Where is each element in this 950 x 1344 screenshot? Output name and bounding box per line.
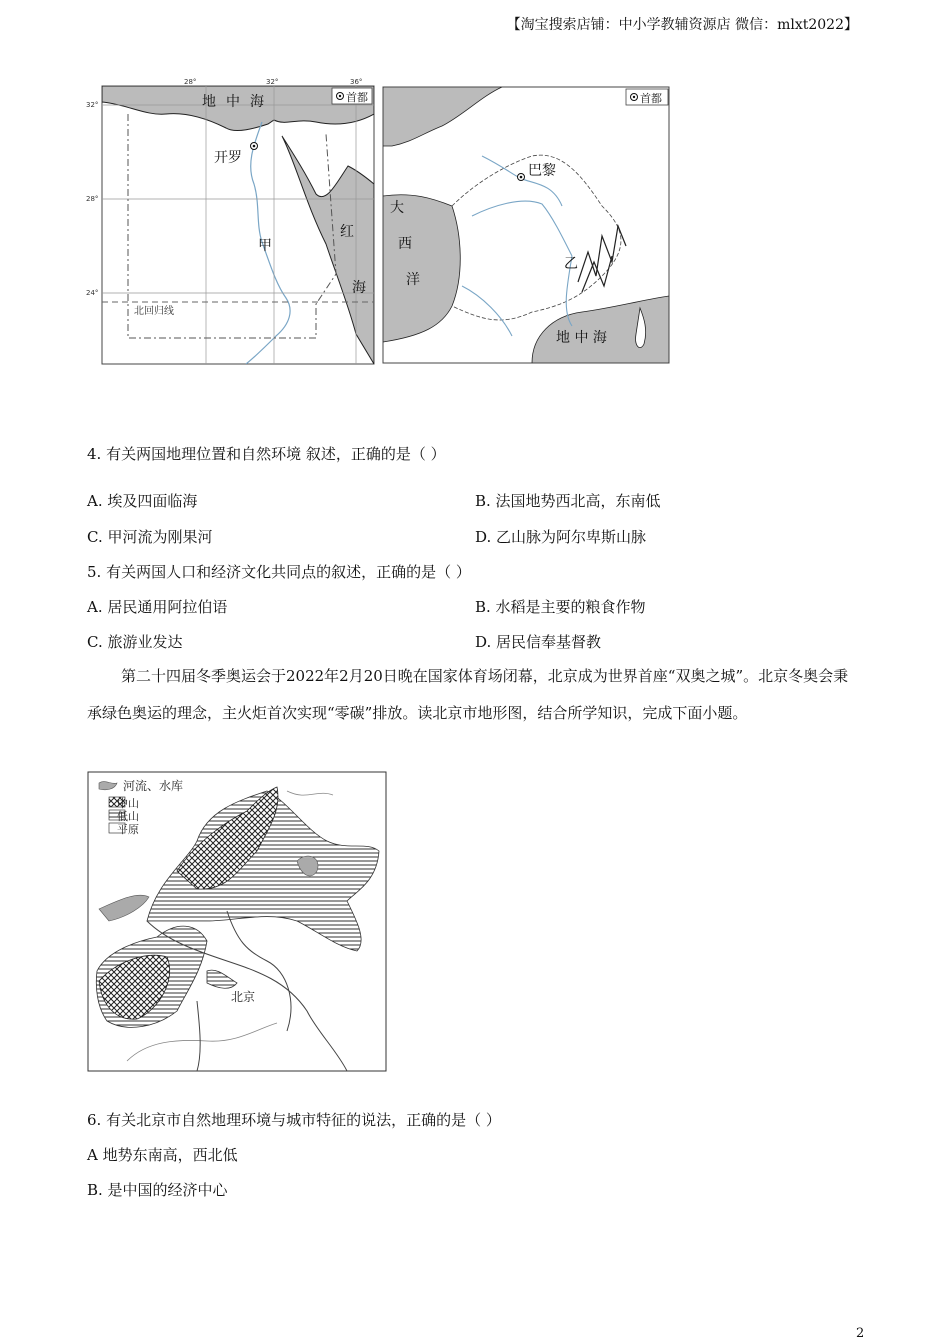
lat-label-28: 28° xyxy=(86,195,99,203)
q5-option-b[interactable]: B. 水稻是主要的粮食作物 xyxy=(475,598,646,616)
lat-label-32: 32° xyxy=(86,101,99,109)
mediterranean-label: 地 中 海 xyxy=(556,330,607,346)
legend-plain-label: 平原 xyxy=(117,823,139,836)
q4-stem: 4. 有关两国地理位置和自然环境 叙述，正确的是（ ） xyxy=(87,445,446,463)
q4-option-b[interactable]: B. 法国地势西北高，东南低 xyxy=(475,492,661,510)
atlantic-label-1: 大 xyxy=(390,200,404,216)
paris-label: 巴黎 xyxy=(528,163,556,179)
lon-label-32: 32° xyxy=(266,78,279,86)
tropic-label: 北回归线 xyxy=(134,306,174,317)
q6-option-a[interactable]: A 地势东南高，西北低 xyxy=(87,1146,238,1164)
q6-option-b[interactable]: B. 是中国的经济中心 xyxy=(87,1181,228,1199)
river-jia-label: 甲 xyxy=(258,238,272,254)
atlantic-label-2: 西 xyxy=(398,236,412,252)
q4-option-a[interactable]: A. 埃及四面临海 xyxy=(87,492,198,510)
red-sea-label-1: 红 xyxy=(340,224,354,240)
page-number: 2 xyxy=(856,1326,865,1341)
page-header: 【淘宝搜索店铺：中小学教辅资源店 微信：mlxt2022】 xyxy=(506,17,858,33)
lon-label-36: 36° xyxy=(350,78,363,86)
france-map xyxy=(382,86,670,364)
legend-middle-mountain-label: 中山 xyxy=(117,797,139,810)
egypt-map xyxy=(86,74,378,367)
q5-option-c[interactable]: C. 旅游业发达 xyxy=(87,633,183,651)
mountain-yi-label: 乙 xyxy=(564,256,578,272)
q5-option-d[interactable]: D. 居民信奉基督教 xyxy=(475,633,602,651)
mediterranean-label: 地中海 xyxy=(202,94,274,110)
cairo-label: 开罗 xyxy=(214,150,242,166)
beijing-label: 北京 xyxy=(231,990,256,1004)
q6-stem: 6. 有关北京市自然地理环境与城市特征的说法，正确的是（ ） xyxy=(87,1111,501,1129)
capital-legend-label: 首都 xyxy=(346,91,368,104)
q4-option-d[interactable]: D. 乙山脉为阿尔卑斯山脉 xyxy=(475,528,647,546)
q5-stem: 5. 有关两国人口和经济文化共同点的叙述，正确的是（ ） xyxy=(87,563,471,581)
q5-option-a[interactable]: A. 居民通用阿拉伯语 xyxy=(87,598,228,616)
legend-river-label: 河流、水库 xyxy=(123,779,184,793)
legend-low-mountain-label: 低山 xyxy=(117,810,139,823)
beijing-map xyxy=(87,771,387,1072)
lon-label-28: 28° xyxy=(184,78,197,86)
atlantic-label-3: 洋 xyxy=(406,272,420,288)
q4-option-c[interactable]: C. 甲河流为刚果河 xyxy=(87,528,213,546)
lat-label-24: 24° xyxy=(86,289,99,297)
red-sea-label-2: 海 xyxy=(352,280,366,296)
intro-paragraph: 第二十四届冬季奥运会于2022年2月20日晚在国家体育场闭幕，北京成为世界首座“双奥之城”。北京冬奥会秉承绿色奥运的理念，主火炬首次实现“零碳”排放。读北京市地形图，结合所学知识，完成下面小题。 xyxy=(87,667,849,722)
capital-legend-label: 首都 xyxy=(640,92,662,105)
